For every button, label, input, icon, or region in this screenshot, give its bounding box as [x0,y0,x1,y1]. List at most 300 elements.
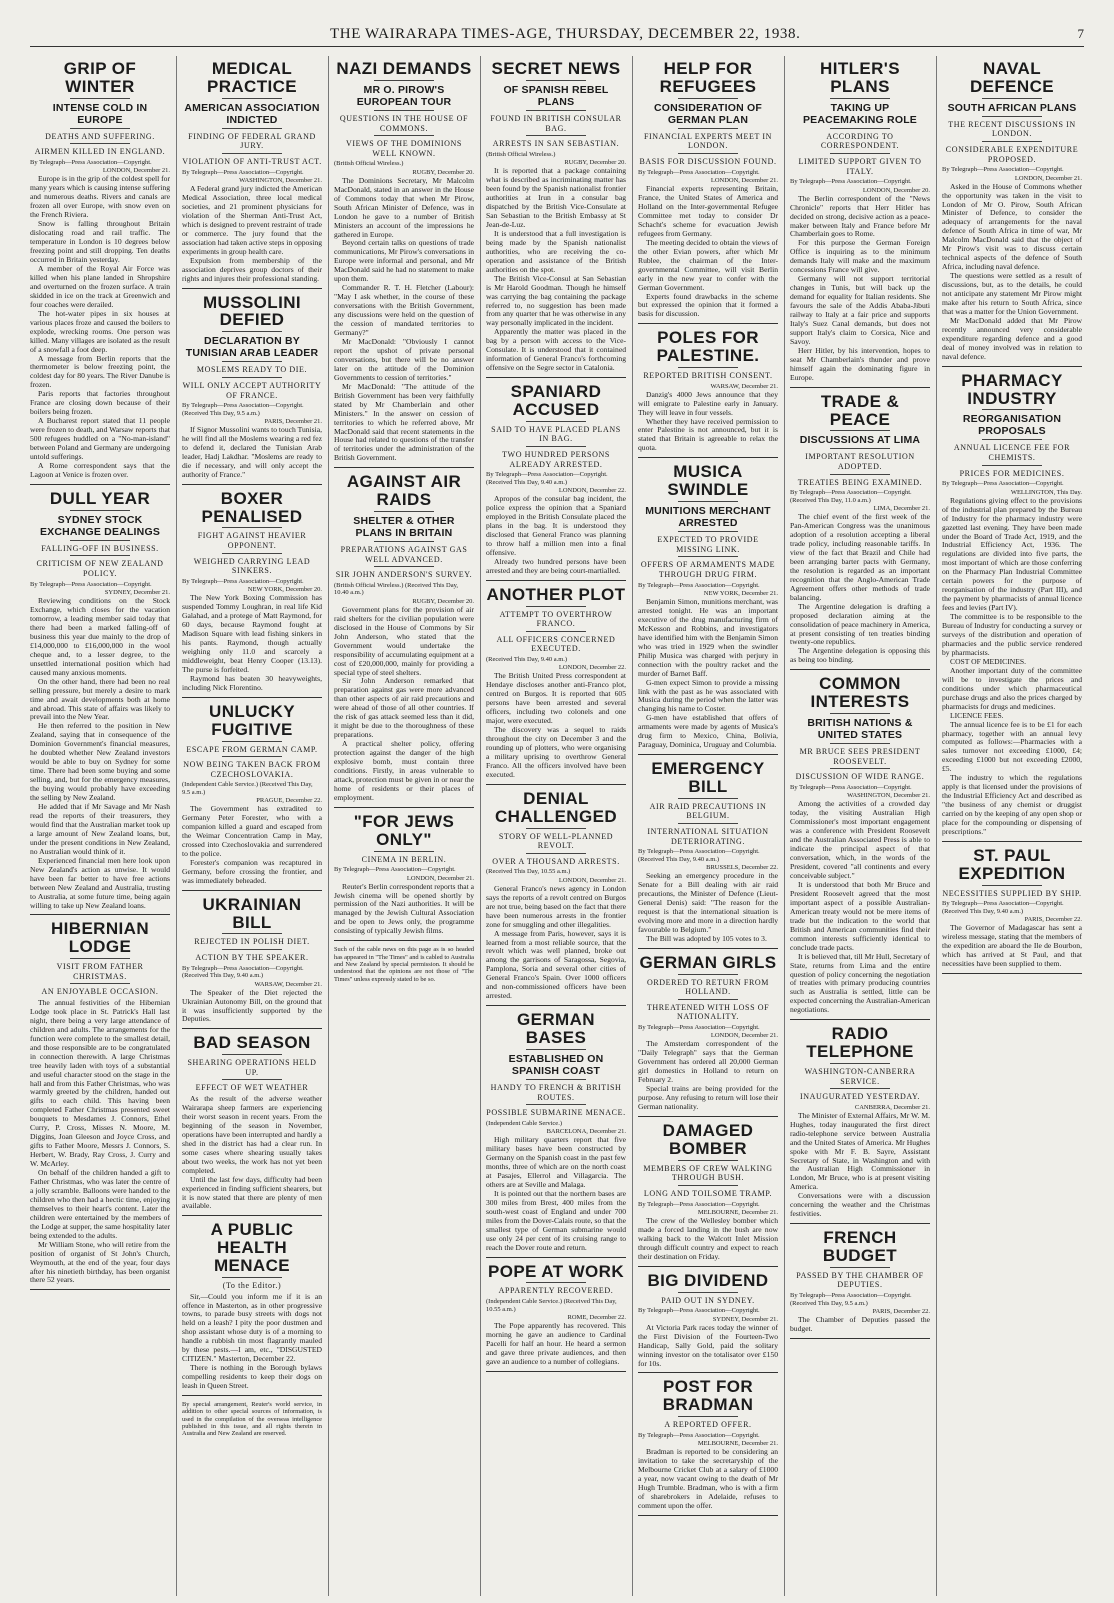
byline-source: By Telegraph—Press Association—Copyright. [790,178,912,186]
divider [678,974,738,975]
dateline: BARCELONA, December 21. [546,1128,626,1136]
article-rule [638,1266,778,1267]
divider [374,566,434,567]
headline: POST FOR BRADMAN [662,1377,754,1415]
article [486,586,626,785]
dateline: WASHINGTON, December 21. [847,792,930,800]
body-paragraph: Mr MacDonald: "Obviously I cannot report the upshot of private personal conversations, but there will be no answer later on the attitude of the Dominion Governments to cession of territories." [334,336,474,382]
article [334,473,474,808]
article-rule [790,1223,930,1224]
divider [222,553,282,554]
headline: GERMAN GIRLS [639,952,777,972]
article [790,1229,930,1339]
divider [222,331,282,332]
body-paragraph: He then referred to the position in New Zealand, saying that in consequence of the Dominion Government's financial measures, he doubted whether New Zealand investors would be able to buy on Sydney for some time. There had been some buying and some selling, and, but for the emergency measures, the buying would probably have exceeding the selling by New Zealand. [30,721,170,803]
subheading: AIR RAID PRECAUTIONS IN BELGIUM. [649,801,767,821]
divider [526,80,586,81]
body-paragraph: The New York Boxing Commission has suspended Tommy Loughran, in real life Kid Galahad, and a protege of Matt Raymond, for 60 days, because Raymond fought at Madison Square with lead fishing sinkers in his pants. Raymond, though actually weighing only 11.0 and scarcely a middleweight, beat Henry Cooper (13.13). The purse is forfeited. [182,593,322,674]
headline: UKRAINIAN BILL [202,894,302,932]
divider [830,448,890,449]
headline: POLES FOR PALESTINE. [656,328,760,366]
dateline: WARSAW, December 21. [710,382,778,390]
divider [678,531,738,532]
byline-source: By Telegraph—Press Association—Copyright. (Received This Day, 9.5 a.m.) [182,402,304,417]
byline-source: By Telegraph—Press Association—Copyright. (Received This Day, 9.40 a.m.) [486,471,608,486]
article-rule [334,467,474,468]
divider [222,1054,282,1055]
body-paragraph: Sir John Anderson remarked that preparation against gas were more advanced than other aspects of air raid precautions and were ahead of those of all other countries. If the risk of gas attack seemed less than it did, it might be due to the thoroughness of these preparations. [334,676,474,740]
body-paragraph: Already two hundred persons have been arrested and they are being court-martialled. [486,556,626,575]
column-rule [176,56,177,1596]
divider [830,768,890,769]
subheading: LIMITED SUPPORT GIVEN TO ITALY. [798,157,922,176]
article-rule [942,973,1082,974]
divider [374,541,434,542]
article [790,1025,930,1224]
body-paragraph: There is nothing in the Borough bylaws compelling residents to keep their dogs on leash in Queen Street. [182,1363,322,1391]
body-paragraph: On the other hand, there had been no real selling pressure, but merely a desire to mark time and await developments both at home and abroad. This state of affairs was likely to prevail into the New Year. [30,676,170,722]
divider [222,756,282,757]
body-paragraph: The British Vice-Consul at San Sebastian is Mr Harold Goodman. Though he himself was carrying the bag containing the package referred to, no suggestion has been made from any quarter that he was otherwise in any way personally implicated in the incident. [486,273,626,328]
dateline: MELBOURNE, December 21. [697,1209,778,1217]
article [486,1263,626,1372]
body-paragraph: The committee is to be responsible to the Bureau of Industry for conducting a survey or surveys of the distribution and operation of pharmacies and the public service rendered by pharmacists. [942,612,1082,657]
divider [526,110,586,111]
body-paragraph: Seeking an emergency procedure in the Senate for a Bill dealing with air raid precautions, the Minister of Defence (Lieut-General Denis) said: "The reason for the request is that the international situation is evolving more and more in a direction hardly favourable to Belgium." [638,871,778,934]
body-paragraph: Apparently the matter was placed in the bag by a person with access to the Vice-Consulate. It is understood that it contained information of General Franco's forthcoming offensive on the Segre sector in Catalonia. [486,327,626,373]
headline: FRENCH BUDGET [822,1228,898,1266]
body-paragraph: The annual licence fee is to be £1 for each pharmacy, together with an annual levy computed as follows:—Pharmacies with a sales turnover not exceeding £1000, £4; exceeding £1000 but not exceeding £2000, £5. [942,719,1082,774]
divider [526,135,586,136]
headline: MUSICA SWINDLE [667,462,749,500]
headline: SECRET NEWS [491,59,621,78]
subheading: OVER A THOUSAND ARRESTS. [492,856,620,866]
divider [222,128,282,129]
body-paragraph: A member of the Royal Air Force was killed when his plane landed in Shropshire and overturned on the frozen surface. A train skidded in ice on the track at Greenwich and four coaches were derailed. [30,264,170,309]
divider [830,430,890,431]
byline-source: (British Official Wireless.) (Received This Day, 10.40 a.m.) [334,581,459,597]
dateline: LONDON, December 22. [558,487,626,495]
divider [70,98,130,99]
article-rule [486,377,626,378]
subheading: PREPARATIONS AGAINST GAS WELL ADVANCED. [340,545,468,564]
column-rule [632,56,633,1596]
body-paragraph: Bradman is reported to be considering an invitation to take the secretaryship of the Melbourne Cricket Club at a salary of £1000 a year, now vacant owing to the death of Mr Hugh Trumble. Bradman, who is with a firm of sharebrokers in Adelaide, refuses to comment upon the offer. [638,1447,778,1510]
divider [678,501,738,502]
divider [222,527,282,528]
dateline: LONDON, December 21. [710,177,778,185]
body-paragraph: A practical shelter policy, offering protection against the danger of the high explosive bomb, must contain three conditions. Firstly, in areas vulnerable to attack, protection must be given in or near the home of residents or their places of employment. [334,739,474,802]
article-rule [182,890,322,891]
column-rule [480,56,481,1596]
footer-note: Such of the cable news on this page as is so headed has appeared in "The Times" and is cabled to Australia and New Zealand by special permission. It should be understood that the opinions are not those of "The Times" unless expressly stated to be so. [334,946,474,983]
subheading: HANDY TO FRENCH & BRITISH ROUTES. [490,1082,622,1102]
body-paragraph: The industry to which the regulations apply is that licensed under the provisions of the Industrial Efficiency Act and described as "the business of any chemist or druggist carried on by the keeping of any open shop or place for the compounding or dispensing of prescriptions." [942,773,1082,836]
body-paragraph: The Argentine delegation is opposing this as being too binding. [790,646,930,665]
headline: HIBERNIAN LODGE [50,919,150,957]
headline: UNLUCKY FUGITIVE [209,701,295,739]
subheading: SHEARING OPERATIONS HELD UP. [187,1058,317,1077]
divider [678,1292,738,1293]
body-paragraph: Paris reports that factories throughout France are closing down because of their boilers being frozen. [30,389,170,417]
dateline: WARSAW, December 21. [254,980,322,988]
body-paragraph: Germany will not support territorial changes in Tunis, but will back up the demand for equality for Italian residents. She favours the sale of the Addis Ababa-Jibuti railway to Italy at a fair price and supports Italy's Suez Canal demands, but does not support Italy's claim to Corsica, Nice and Savoy. [790,274,930,346]
subheading: MEMBERS OF CREW WALKING THROUGH BUSH. [643,1163,773,1183]
body-paragraph: Special trains are being provided for the purpose. Any refusing to return will lose their German nationality. [638,1084,778,1112]
subheading: ANNUAL LICENCE FEE FOR CHEMISTS. [953,443,1071,463]
divider [526,631,586,632]
byline-source: (Independent Cable Service.) (Received This Day, 9.5 a.m.) [182,781,313,796]
divider [982,116,1042,117]
article-rule [334,940,474,941]
body-paragraph: A Federal grand jury indicted the American Medical Association, three local medical societies, and 21 prominent physicians for violation of the Sherman Anti-Trust Act, which is designed to prevent restraint of trade or commerce. The jury found that the association had taken active steps in opposing experiments in group health care. [182,184,322,256]
headline: BAD SEASON [193,1033,311,1053]
headline: DULL YEAR [49,488,151,508]
divider [70,555,130,556]
body-paragraph: Beyond certain talks on questions of trade communications, Mr Pirow's conversations in Europe were informal and personal, and Mr MacDonald said he had no statement to make upon them. [334,238,474,284]
body-paragraph: The British United Press correspondent at Hendaye discloses another anti-Franco plot, centred on Burgos. It is reported that 605 persons have been arrested and several officers, including two colonels and one major, were executed. [486,671,626,726]
article-rule [486,1005,626,1006]
column-3 [334,56,474,1596]
deck-heading: MUNITIONS MERCHANT ARRESTED [645,505,771,530]
divider [526,446,586,447]
subheading: MR BRUCE SEES PRESIDENT ROOSEVELT. [799,747,921,766]
article-rule [942,841,1082,842]
divider [830,1267,890,1268]
subheading: FINDING OF FEDERAL GRAND JURY. [188,131,316,151]
body-paragraph: Benjamin Simon, munitions merchant, was arrested tonight. He was an important executive of the drug manufacturing firm of McKesson and Robbins, and investigators have identified him with the Benjamin Simon who was tried in 1929 when the swindler Philip Musica was charged with perjury in connection with the poultry racket and the murder of Barnet Baff. [638,596,778,678]
article [182,1034,322,1216]
headline: ANOTHER PLOT [486,584,626,604]
article-rule [638,1515,778,1516]
headline: POPE AT WORK [487,1261,625,1281]
body-paragraph: G-men have established that offers of armaments were made by agents of Musica's drug firm to Mexico, China, Bolivia, Paraguay, Dominica, Uruguay and Columbia. [638,713,778,750]
subheading: PASSED BY THE CHAMBER OF DEPUTIES. [796,1270,924,1290]
divider [526,1079,586,1080]
byline-source: By Telegraph—Press Association—Copyright. [334,866,456,874]
divider [678,153,738,154]
subheading: POSSIBLE SUBMARINE MENACE. [486,1108,626,1118]
subheading: AN ENJOYABLE OCCASION. [41,987,159,997]
subheading: EXPECTED TO PROVIDE MISSING LINK. [657,535,759,554]
body-paragraph: The crew of the Wellesley bomber which made a forced landing in the bush are now walking back to the Walcott Inlet Mission through difficult country and expect to reach their destination on Friday. [638,1216,778,1261]
body-paragraph: LICENCE FEES. [950,710,1004,720]
body-paragraph: Among the activities of a crowded day today, the visiting Australian High Commissioner's most important engagement was a conference with President Roosevelt and the Australian Associated Press is able to indicate the principal aspect of that conversation, which, in the words of the President, covered "all continents and every conceivable subject." [790,799,930,881]
byline-source: By Telegraph—Press Association—Copyright. [638,1024,760,1032]
article [790,675,930,1020]
article [486,383,626,581]
article-rule [638,1372,778,1373]
article-rule [638,948,778,949]
article [638,1272,778,1374]
headline: GRIP OF WINTER [63,59,137,96]
divider [70,958,130,959]
article [638,1122,778,1267]
subheading: ACCORDING TO CORRESPONDENT. [820,131,900,151]
article-rule [182,697,322,698]
byline-source: By Telegraph—Press Association—Copyright. (Received This Day, 11.0 a.m.) [790,489,912,504]
body-paragraph: Herr Hitler, by his intervention, hopes to seat Mr Chamberlain's thunder and prove himself again the dominating figure in Europe. [790,345,930,382]
dateline: RUGBY, December 20. [564,159,626,167]
body-paragraph: The meeting decided to obtain the views of the other Evian powers, after which Mr Rublee, the chairman of the Inter-governmental Committee, will visit Berlin early in the new year to confer with the German Government. [638,237,778,292]
subheading: THREATENED WITH LOSS OF NATIONALITY. [646,1002,770,1022]
article-rule [30,1289,170,1290]
column-6 [790,56,930,1596]
divider [830,713,890,714]
body-paragraph: The Bill was adopted by 105 votes to 3. [646,933,767,943]
column-7 [942,56,1082,1596]
deck-heading: INTENSE COLD IN EUROPE [52,101,148,126]
article-rule [638,1116,778,1117]
headline: EMERGENCY BILL [651,759,765,797]
subheading: QUESTIONS IN THE HOUSE OF COMMONS. [339,113,469,133]
body-paragraph: The Chamber of Deputies passed the budget. [790,1315,930,1333]
subheading: ARRESTS IN SAN SEBASTIAN. [492,139,620,149]
headline: COMMON INTERESTS [810,674,910,712]
dateline: BRUSSELS, December 22. [706,864,778,872]
body-paragraph: Conversations were with a discussion concerning the weather and the Christmas festivities. [790,1191,930,1219]
dateline: LONDON, December 21. [710,1032,778,1040]
article [942,372,1082,842]
body-paragraph: The Argentine delegation is drafting a proposed declaration aiming at the consolidation of peace machinery in America, at present consisting of ten treaties binding twenty-one republics. [790,601,930,647]
subheading: NECESSITIES SUPPLIED BY SHIP. [942,888,1082,898]
divider [982,98,1042,99]
headline: MEDICAL PRACTICE [206,59,298,96]
divider [222,98,282,99]
body-paragraph: A Bucharest report stated that 11 people were frozen to death, and Warsaw reports that 500 refugees huddled on a "No-man-island" between Poland and Germany are undergoing untold sufferings. [30,416,170,462]
subheading: DISCUSSION OF WIDE RANGE. [795,772,925,782]
article [638,954,778,1117]
body-paragraph: Experienced financial men here look upon New Zealand's action as unwise. It would have been far better to have free actions between New Zealand and Australia, trusting to Australia, at some future time, being again willing to take up New Zealand loans. [30,855,170,910]
body-paragraph: Until the last few days, difficulty had been experienced in finding sufficient shearers, but it is now stated that there are plenty of men available. [182,1174,322,1211]
divider [526,421,586,422]
body-paragraph: The Minister of External Affairs, Mr W. M. Hughes, today inaugurated the first direct radio-telephone service between Australia and the United States of America. Mr Hughes spoke with Mr F. B. Sayre, Assistant Secretary of State, in Washington and with the Australian High Commissioner in London, Mr Bruce, who is at present visiting America. [790,1110,930,1192]
subheading: PAID OUT IN SYDNEY. [661,1295,755,1305]
divider [374,851,434,852]
article-rule [790,387,930,388]
body-paragraph: The chief event of the first week of the Pan-American Congress was the unanimous adoption of a resolution accepting a liberal trade policy, including reasonable tariffs. In view of the fact that Brazil and Chile had been arranging barter pacts with Germany, the resolution is regarded as an important recognition that the Anglo-American Trade Agreement offers other methods of trade balancing. [790,512,930,602]
body-paragraph: The Berlin correspondent of the "News Chronicle" reports that Herr Hitler has decided on strong, decisive action as a peace-maker between Italy and France before Mr Chamberlain goes to Rome. [790,193,930,239]
subheading: FOUND IN BRITISH CONSULAR BAG. [490,113,622,133]
article-rule [486,784,626,785]
body-paragraph: The Government has extradited to Germany Peter Forester, who with a companion killed a guard and escaped from the Weimar Concentration Camp in May, crossed into Czechoslovakia and surrendered to the police. [182,804,322,858]
body-paragraph: Mr MacDonald added that Mr Pirow recently announced very considerable expenditure regarding defence and a good deal of money involved was in relation to naval defence. [942,315,1082,361]
divider [374,80,434,81]
divider [678,98,738,99]
byline-source: By Telegraph—Press Association—Copyright. (Received This Day, 9.40 a.m.) [942,900,1064,915]
dateline: PARIS, December 21. [264,418,322,426]
dateline: LONDON, December 21. [1014,174,1082,182]
dateline: NEW YORK, December 20. [247,586,322,594]
article [182,60,322,289]
body-paragraph: Mr MacDonald: "The attitude of the British Government has been very faithfully stated by Mr Chamberlain and other Ministers." In the answer on cession of territories to which he referred above, Mr MacDonald said that recent statements in the House had related to questions of the transfer of territories under the administration of the British Government. [334,381,474,463]
headline: SPANIARD ACCUSED [510,382,602,419]
body-paragraph: The questions were settled as a result of discussions, but, as to the details, he could not anticipate any statement Mr Pirow might make after his return to South Africa, since that was a matter for the Union Government. [942,271,1082,316]
dateline: RUGBY, December 20. [412,597,474,605]
article [182,1221,322,1396]
article-rule [182,1215,322,1216]
subheading: SAID TO HAVE PLACED PLANS IN BAG. [491,424,621,444]
article [942,60,1082,367]
article-rule [638,457,778,458]
deck-heading: DECLARATION BY TUNISIAN ARAB LEADER [185,335,319,360]
article [334,60,474,468]
subheading: FALLING-OFF IN BUSINESS. [41,543,159,553]
deck-heading: TAKING UP PEACEMAKING ROLE [802,101,918,126]
article-rule [182,484,322,485]
dateline: WASHINGTON, December 21. [239,177,322,185]
divider [678,999,738,1000]
article [790,393,930,671]
divider [830,1063,890,1064]
subheading: NOW BEING TAKEN BACK FROM CZECHOSLOVAKIA. [183,760,321,779]
article-rule [638,323,778,324]
body-paragraph: High military quarters report that five military bases have been constructed by Germany on the Spanish coast in the past few months, three of which are on the north coast at Pasajes, Ellerrol and Villagarcia. The others are at Seville and Malaga. [486,1135,626,1189]
subheading: FINANCIAL EXPERTS MEET IN LONDON. [643,131,773,151]
subheading: CONSIDERABLE EXPENDITURE PROPOSED. [945,144,1079,164]
subheading: FIGHT AGAINST HEAVIER OPPONENT. [197,531,307,551]
article [30,60,170,485]
byline-source: By Telegraph—Press Association—Copyright. [790,783,912,791]
divider [678,367,738,368]
divider [982,465,1042,466]
subheading: LONG AND TOILSOME TRAMP. [643,1188,773,1198]
divider [982,409,1042,410]
body-paragraph: The Pope apparently has recovered. This morning he gave an audience to Cardinal Pacelli for half an hour. He heard a sermon and gave three private audiences, and then gave an audience to a number of collegians. [486,1321,626,1366]
dateline: WELLINGTON, This Day. [1010,488,1082,496]
article-rule [486,1257,626,1258]
article [638,329,778,458]
divider [678,823,738,824]
article [638,1378,778,1515]
body-paragraph: The discovery was a sequel to raids throughout the city on December 3 and the rounding up of plotters, who were organising a military uprising to overthrow General Franco. All the officers involved have been executed. [486,725,626,779]
deck-heading: SHELTER & OTHER PLANS IN BRITAIN [353,515,455,540]
article [182,896,322,1030]
headline: DENIAL CHALLENGED [494,788,618,826]
body-paragraph: For this purpose the German Foreign Office is inquiring as to the minimum demands Italy will make and the maximum concessions France will give. [790,238,930,275]
divider [678,1416,738,1417]
divider [222,377,282,378]
body-paragraph: A Rome correspondent says that the Lagoon at Venice is frozen over. [30,460,170,479]
headline: RADIO TELEPHONE [806,1024,914,1062]
body-paragraph: Commander R. T. H. Fletcher (Labour): "May I ask whether, in the course of these conversations with the British Government, any discussions were held on the question of the cession of mandated territories to Germany?" [334,283,474,338]
byline-source: By Telegraph—Press Association—Copyright. [638,581,760,589]
article [942,847,1082,974]
subheading: ACTION BY THE SPEAKER. [195,953,309,963]
deck-heading: ESTABLISHED ON SPANISH COAST [508,1052,604,1077]
byline-source: By Telegraph—Press Association—Copyright. (Received This Day, 9.40 a.m.) [638,848,760,863]
headline: BOXER PENALISED [201,488,303,526]
body-paragraph: COST OF MEDICINES. [950,656,1027,666]
article [182,490,322,698]
body-paragraph: It is reported that a package containing what is described as incriminating matter has been found by the Spanish nationalist frontier authorities at Irun in a consular bag dispatched by the British Vice-Consulate at San Sebastian to the British Embassy at St Jean-de-Luz. [486,166,626,229]
article-rule [182,1395,322,1396]
divider [70,510,130,511]
article [638,60,778,324]
subheading: AIRMEN KILLED IN ENGLAND. [34,147,166,157]
body-paragraph: He added that if Mr Savage and Mr Nash read the reports of their treasurers, they would find that the Australian market took up a large amount of New Zealand loans, but, under the present conditions in New Zealand, no Australian would think of it. [30,802,170,856]
subheading: A REPORTED OFFER. [664,1420,752,1430]
subheading: PRICES FOR MEDICINES. [959,468,1065,478]
body-paragraph: The Governor of Madagascar has sent a wireless message, stating that the members of the expedition are aboard the Ile de Bourbon, which has arrived at St Paul, and that necessities have been supplied to them. [942,923,1082,968]
byline-source: By Telegraph—Press Association—Copyright. [30,580,152,588]
byline-source: By Telegraph—Press Association—Copyright. [942,166,1064,174]
article-rule [182,1028,322,1029]
dateline: PARIS, December 22. [1024,916,1082,924]
subheading: APPARENTLY RECOVERED. [498,1286,614,1296]
dateline: RUGBY, December 20. [412,168,474,176]
subheading: CINEMA IN BERLIN. [361,854,447,864]
byline-source: (Received This Day, 10.55 a.m.) [486,868,571,876]
deck-heading: MR O. PIROW'S EUROPEAN TOUR [356,83,452,108]
byline-source: By Telegraph—Press Association—Copyright. [942,480,1064,488]
page-number: 7 [1077,26,1084,41]
dateline: SYDNEY, December 21. [104,589,170,597]
body-paragraph: Regulations giving effect to the provisions of the industrial plan prepared by the Bureau of Industry for the pharmacy industry were gazetted last evening. They have been made under the Board of Trade Act, 1919, and the Industrial Efficiency Act, 1936. The regulations are divided into five parts, the most important of which are those conferring on the Pharmacy Plan Industrial Committee certain powers for the purpose of reorganisation of the industry (Part III), and the payment by pharmacists of annual licence fees and levies (Part IV). [942,495,1082,613]
deck-heading: CONSIDERATION OF GERMAN PLAN [653,101,762,126]
byline-source: (Independent Cable Service.) [486,1119,562,1127]
subheading: STORY OF WELL-PLANNED REVOLT. [498,831,614,851]
article-rule [790,1338,930,1339]
headline: PHARMACY INDUSTRY [961,370,1063,408]
divider [374,511,434,512]
body-paragraph: It is believed that, till Mr Hull, Secretary of State, returns from Lima and the entire question of policy concerning the negotiation of treaties with primary producing countries such as Australia is settled, little can be expected concerning the Australian-American negotiations. [790,951,930,1015]
dateline: LONDON, December 21. [406,874,474,882]
divider [70,983,130,984]
byline-source: (Received This Day, 9.40 a.m.) [486,655,568,663]
subheading: BASIS FOR DISCUSSION FOUND. [639,157,777,166]
article-rule [790,1019,930,1020]
byline-source: By Telegraph—Press Association—Copyright. [30,159,152,166]
headline: "FOR JEWS ONLY" [353,811,455,849]
dateline: LONDON, December 22. [558,664,626,672]
body-paragraph: The Amsterdam correspondent of the "Daily Telegraph" says that the German Government has ordered all 20,000 German girl domestics in Holland to return on February 2. [638,1039,778,1085]
divider [830,474,890,475]
divider [222,1277,282,1278]
subheading: IMPORTANT RESOLUTION ADOPTED. [805,452,915,472]
article-rule [942,366,1082,367]
subheading: VISIT FROM FATHER CHRISTMAS. [56,962,144,981]
article [486,790,626,1006]
column-1 [30,56,170,1596]
divider [830,128,890,129]
article [638,463,778,755]
body-paragraph: A message from Paris, however, says it is learned from a most reliable source, that the revolt which was well planned, broke out among the garrisons of Saragossa, Segovia, Pamplona, Soria and several other cities of General Franco's Spain. Over 1000 officers and non-commissioned officers have been arrested. [486,928,626,1001]
byline-source: By Telegraph—Press Association—Copyright. [182,168,304,176]
masthead [30,22,1084,47]
article [182,703,322,891]
subheading: WEIGHED CARRYING LEAD SINKERS. [193,556,311,576]
masthead-title: THE WAIRARAPA TIMES-AGE, THURSDAY, DECEMBER 22, 1938. [330,26,801,42]
article [30,920,170,1290]
divider [526,1104,586,1105]
column-rule [784,56,785,1596]
body-paragraph: Raymond has beaten 30 heavyweights, including Nick Florentino. [182,673,322,692]
divider [374,135,434,136]
byline-source: By Telegraph—Press Association—Copyright. (Received This Day, 9.5 a.m.) [790,1292,912,1307]
divider [222,933,282,934]
divider [830,1088,890,1089]
body-paragraph: A message from Berlin reports that the thermometer is below freezing point, the coldest day for 80 years. The River Danube is frozen. [30,353,170,390]
body-paragraph: Reviewing conditions on the Stock Exchange, which closes for the vacation tomorrow, a leading member said today that there had been a marked falling-off of business this year due mainly to the drop of £14,000,000 to £16,000,000 in the wool cheque and, to a lesser degree, to the unsettled international position which had caused many anxious moments. [30,596,170,677]
headline: DAMAGED BOMBER [662,1121,754,1158]
body-paragraph: Whether they have received permission to enter Palestine is not announced, but it is stated that Britain is agreeable to relax the quota. [638,416,778,453]
article-rule [334,807,474,808]
body-paragraph: Europe is in the grip of the coldest spell for many years which is causing intense suffering and numerous deaths. Rivers and canals are frozen all over Europe, with snow even on the French Riviera. [30,174,170,220]
divider [526,1282,586,1283]
article-rule [486,1371,626,1372]
byline-source: By Telegraph—Press Association—Copyright. [638,1307,760,1315]
